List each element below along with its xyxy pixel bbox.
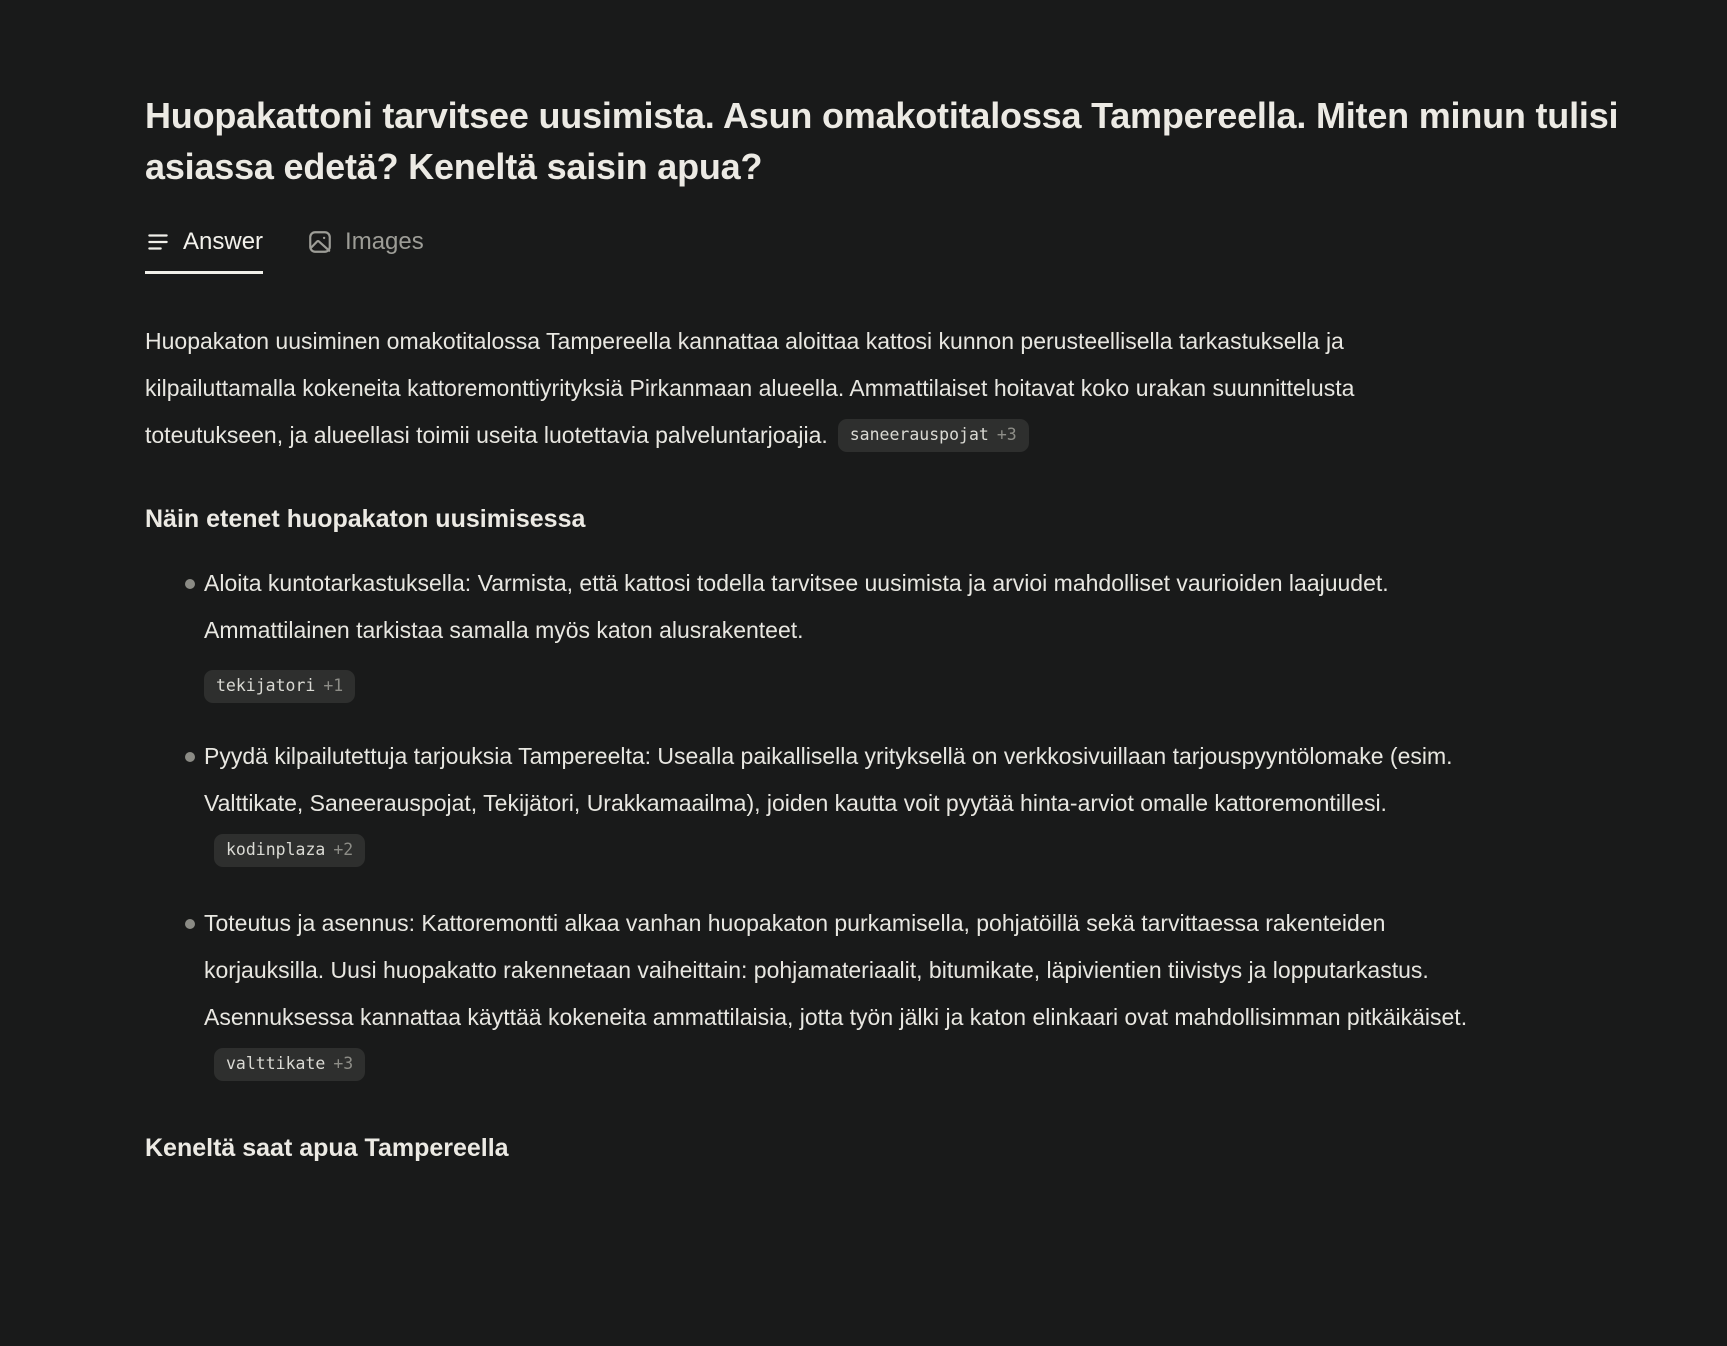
citation-source: valttikate	[226, 1054, 326, 1073]
citation-chip-valttikate[interactable]	[214, 1048, 365, 1081]
answer-lines-icon	[145, 229, 171, 255]
citation-count: +3	[333, 1054, 354, 1073]
citation-source: kodinplaza	[226, 840, 326, 859]
answer-intro-text: Huopakaton uusiminen omakotitalossa Tampereella kannattaa aloittaa kattosi kunnon perusteellisella tarkastuksella ja kilpailuttamalla kokeneita kattoremonttiyrityksiä Pirkanmaan alueella. Ammattilaiset hoitavat koko urakan suunnittelusta toteutukseen, ja alueellasi toimii useita luotettavia palveluntarjoajia.	[145, 328, 1355, 448]
list-item-text: Toteutus ja asennus: Kattoremontti alkaa vanhan huopakaton purkamisella, pohjatöillä sekä tarvittaessa rakenteiden korjauksilla. Uusi huopakatto rakennetaan vaiheittain: pohjamateriaalit, bitumikate, läpivientien tiivistys ja lopputarkastus. Asennuksessa kannattaa käyttää kokeneita ammattilaisia, jotta työn jälki ja katon elinkaari ovat mahdollisimman pitkäikäiset.	[204, 910, 1468, 1030]
section-heading-help: Keneltä saat apua Tampereella	[145, 1134, 509, 1162]
answer-bullet-list	[145, 560, 1483, 1088]
citation-count: +1	[323, 676, 344, 695]
citation-count: +2	[333, 840, 354, 859]
list-item-text: Aloita kuntotarkastuksella: Varmista, että kattosi todella tarvitsee uusimista ja arvioi mahdolliset vaurioiden laajuudet. Ammattilainen tarkistaa samalla myös katon alusrakenteet.	[204, 570, 1389, 643]
list-item-text: Pyydä kilpailutettuja tarjouksia Tampereelta: Usealla paikallisella yrityksellä on verkkosivuillaan tarjouspyyntölomake (esim. Valttikate, Saneerauspojat, Tekijätori, Urakkamaailma), joiden kautta voit pyytää hinta-arviot omalle kattoremontillesi.	[204, 743, 1453, 816]
section-heading-process: Näin etenet huopakaton uusimisessa	[145, 505, 586, 533]
citation-source: tekijatori	[216, 676, 316, 695]
list-item	[145, 560, 1483, 707]
list-item	[145, 900, 1483, 1088]
tab-images-label: Images	[345, 228, 424, 255]
page-title: Huopakattoni tarvitsee uusimista. Asun omakotitalossa Tampereella. Miten minun tulisi asiassa edetä? Keneltä saisin apua?	[145, 95, 1619, 187]
tab-bar	[145, 228, 1727, 274]
citation-chip-kodinplaza[interactable]	[214, 834, 365, 867]
citation-chip-tekijatori[interactable]	[204, 670, 355, 703]
image-icon	[307, 229, 333, 255]
citation-source: saneerauspojat	[849, 425, 989, 444]
tab-answer[interactable]	[145, 228, 263, 274]
tab-answer-label: Answer	[183, 228, 264, 255]
tab-images[interactable]	[307, 228, 424, 274]
citation-count: +3	[996, 425, 1017, 444]
citation-chip-saneerauspojat[interactable]	[838, 419, 1029, 452]
list-item	[145, 733, 1483, 874]
answer-intro-paragraph	[145, 318, 1483, 459]
